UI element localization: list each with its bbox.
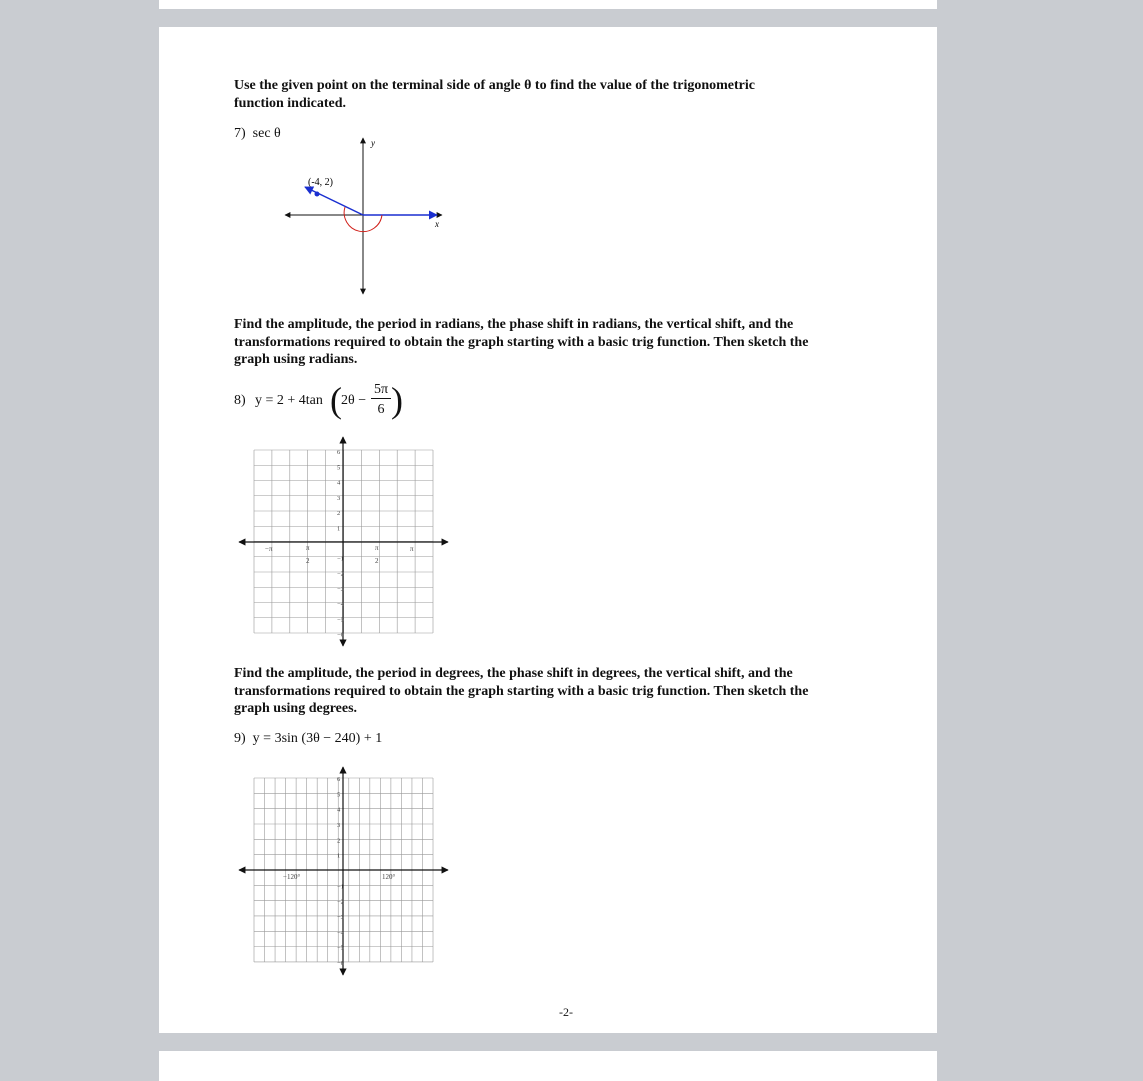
instruction-line: Use the given point on the terminal side of angle θ to find the value of the trigonometric — [234, 78, 755, 93]
right-paren: ) — [391, 380, 403, 420]
y-tick-label: −6 — [337, 631, 344, 639]
problem-7 — [234, 126, 281, 142]
x-tick-label: π — [306, 544, 310, 552]
y-tick-label: −4 — [337, 601, 344, 608]
y-tick-label: −6 — [337, 959, 344, 967]
y-tick-label: 5 — [337, 464, 341, 472]
y-tick-label: −4 — [337, 929, 344, 937]
instruction-line: function indicated. — [234, 95, 347, 111]
problem-expression: sec θ — [252, 126, 281, 141]
y-tick-label: −1 — [337, 883, 344, 891]
y-tick-label: 1 — [337, 852, 341, 860]
y-tick-label: −5 — [337, 944, 344, 952]
y-tick-label: 4 — [337, 806, 341, 814]
point-label: (-4, 2) — [308, 177, 333, 188]
x-tick-label: 2 — [375, 557, 379, 565]
problem-equation: y = 3sin (3θ − 240) + 1 — [252, 731, 383, 746]
terminal-side-graph — [279, 132, 449, 302]
y-tick-label: 2 — [337, 510, 341, 517]
instruction-line: graph using degrees. — [234, 701, 358, 716]
degree-grid — [237, 765, 452, 980]
terminal-side — [305, 187, 363, 215]
y-tick-label: −1 — [337, 555, 344, 563]
problem-number: 8) — [234, 393, 246, 408]
y-tick-label: 6 — [337, 449, 341, 456]
instruction-terminal-side — [234, 77, 755, 112]
y-tick-label: 3 — [337, 494, 341, 502]
equation-inner: 2θ − — [341, 393, 367, 408]
radian-grid — [237, 435, 452, 650]
instruction-line: transformations required to obtain the graph starting with a basic trig function. Then sketch the — [234, 334, 809, 350]
instruction-degrees — [234, 665, 808, 718]
x-tick-label: −120° — [283, 873, 301, 881]
problem-number: 7) — [234, 126, 246, 141]
given-point — [315, 192, 320, 197]
next-page-edge — [159, 1051, 937, 1081]
document-page — [159, 27, 937, 1033]
y-tick-label: 4 — [337, 479, 341, 487]
y-tick-label: −3 — [337, 913, 344, 921]
problem-9 — [234, 731, 382, 747]
y-tick-label: 2 — [337, 837, 341, 845]
fraction-numerator: 5π — [371, 382, 391, 399]
x-axis-label: x — [435, 219, 439, 229]
instruction-radians — [234, 316, 808, 369]
y-axis-label: y — [371, 138, 375, 148]
page-number: -2- — [559, 1005, 573, 1019]
y-tick-label: 1 — [337, 525, 341, 533]
x-tick-label: 2 — [306, 557, 310, 565]
y-tick-label: −2 — [337, 570, 344, 578]
previous-page-edge — [159, 0, 937, 9]
fraction — [371, 382, 391, 418]
instruction-line: Find the amplitude, the period in radians, the phase shift in radians, the vertical shift, and the — [234, 317, 794, 332]
equation-prefix: y = 2 + 4tan — [255, 393, 323, 408]
y-tick-label: −2 — [337, 898, 344, 906]
x-tick-label: 120° — [382, 873, 396, 881]
y-tick-label: −3 — [337, 585, 344, 593]
x-tick-label: π — [375, 544, 379, 552]
left-paren: ( — [330, 380, 342, 420]
instruction-line: transformations required to obtain the graph starting with a basic trig function. Then sketch the — [234, 683, 809, 699]
y-tick-label: 6 — [337, 776, 341, 783]
instruction-line: graph using radians. — [234, 352, 358, 367]
fraction-denominator: 6 — [377, 402, 385, 417]
x-tick-label: π — [410, 545, 414, 553]
problem-number: 9) — [234, 731, 246, 746]
y-tick-label: −5 — [337, 616, 344, 624]
instruction-line: Find the amplitude, the period in degrees, the phase shift in degrees, the vertical shift, and the — [234, 666, 793, 681]
y-tick-label: 3 — [337, 821, 341, 829]
x-tick-label: −π — [265, 545, 273, 553]
y-tick-label: 5 — [337, 791, 341, 799]
